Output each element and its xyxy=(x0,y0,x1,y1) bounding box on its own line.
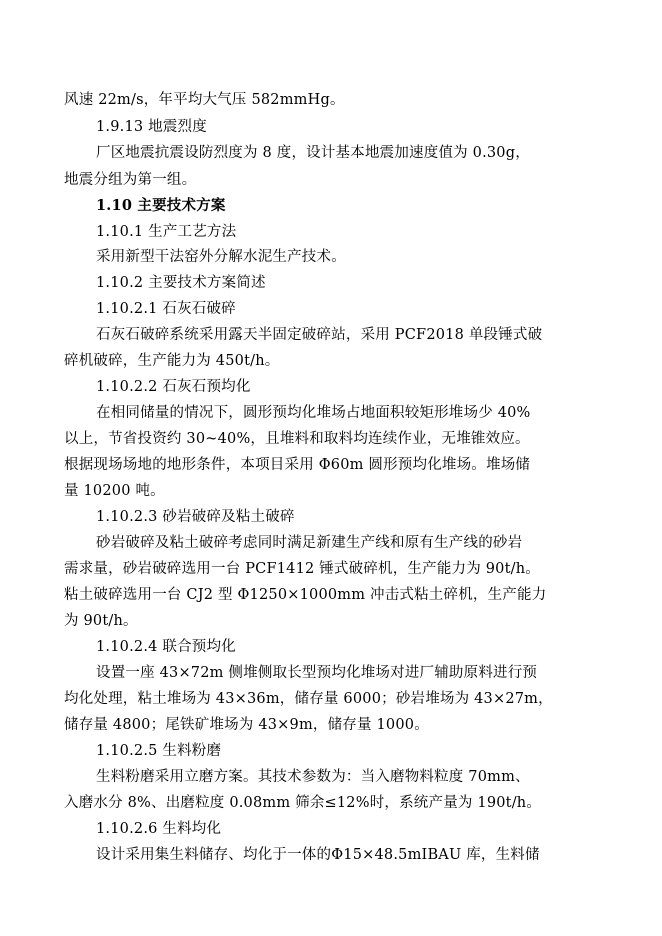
text-line-joint-prehomo-3: 储存量 4800；尾铁矿堆场为 43×9m，储存量 1000。 xyxy=(64,717,429,733)
text-line-prehomo-1: 在相同储量的情况下，圆形预均化堆场占地面积较矩形堆场少 40% xyxy=(96,405,531,421)
heading-1-10-2-6: 1.10.2.6 生料均化 xyxy=(96,821,222,837)
text-line-process: 采用新型干法窑外分解水泥生产技术。 xyxy=(96,249,346,265)
text-line-prehomo-4: 量 10200 吨。 xyxy=(64,483,165,499)
heading-1-10-2: 1.10.2 主要技术方案简述 xyxy=(96,275,266,291)
text-line-limestone-crush-1: 石灰石破碎系统采用露天半固定破碎站，采用 PCF2018 单段锤式破 xyxy=(96,327,543,343)
text-line-seismic-2: 地震分组为第一组。 xyxy=(64,172,197,188)
text-line-sandstone-4: 为 90t/h。 xyxy=(64,613,138,629)
text-line-raw-mill-2: 入磨水分 8%、出磨粒度 0.08mm 筛余≤12%时，系统产量为 190t/h。 xyxy=(64,795,542,811)
text-line-joint-prehomo-1: 设置一座 43×72m 侧堆侧取长型预均化堆场对进厂辅助原料进行预 xyxy=(96,665,538,681)
text-line-seismic-1: 厂区地震抗震设防烈度为 8 度，设计基本地震加速度值为 0.30g， xyxy=(96,145,530,161)
text-line-wind-speed: 风速 22m/s，年平均大气压 582mmHg。 xyxy=(64,92,345,108)
heading-1-10-2-5: 1.10.2.5 生料粉磨 xyxy=(96,743,222,759)
text-line-raw-mill-1: 生料粉磨采用立磨方案。其技术参数为：当入磨物料粒度 70mm、 xyxy=(96,769,530,785)
text-line-joint-prehomo-2: 均化处理，粘土堆场为 43×36m，储存量 6000；砂岩堆场为 43×27m， xyxy=(64,691,553,707)
text-line-limestone-crush-2: 碎机破碎，生产能力为 450t/h。 xyxy=(64,353,280,369)
heading-1-9-13: 1.9.13 地震烈度 xyxy=(96,119,207,135)
text-line-sandstone-1: 砂岩破碎及粘土破碎考虑同时满足新建生产线和原有生产线的砂岩 xyxy=(96,535,523,551)
text-line-prehomo-3: 根据现场场地的地形条件，本项目采用 Φ60m 圆形预均化堆场。堆场储 xyxy=(64,457,531,473)
text-line-prehomo-2: 以上，节省投资约 30~40%，且堆料和取料均连续作业，无堆锥效应。 xyxy=(64,431,530,447)
heading-1-10-2-1: 1.10.2.1 石灰石破碎 xyxy=(96,301,236,317)
heading-1-10-2-3: 1.10.2.3 砂岩破碎及粘土破碎 xyxy=(96,509,295,525)
heading-1-10: 1.10 主要技术方案 xyxy=(96,197,226,214)
text-line-sandstone-2: 需求量，砂岩破碎选用一台 PCF1412 锤式破碎机，生产能力为 90t/h。 xyxy=(64,561,540,577)
heading-1-10-1: 1.10.1 生产工艺方法 xyxy=(96,224,237,240)
heading-1-10-2-2: 1.10.2.2 石灰石预均化 xyxy=(96,379,251,395)
text-line-sandstone-3: 粘土破碎选用一台 CJ2 型 Φ1250×1000mm 冲击式粘土碎机，生产能力 xyxy=(64,587,547,603)
heading-1-10-2-4: 1.10.2.4 联合预均化 xyxy=(96,639,236,655)
text-line-raw-homo-1: 设计采用集生料储存、均化于一体的Φ15×48.5mIBAU 库，生料储 xyxy=(96,847,540,863)
